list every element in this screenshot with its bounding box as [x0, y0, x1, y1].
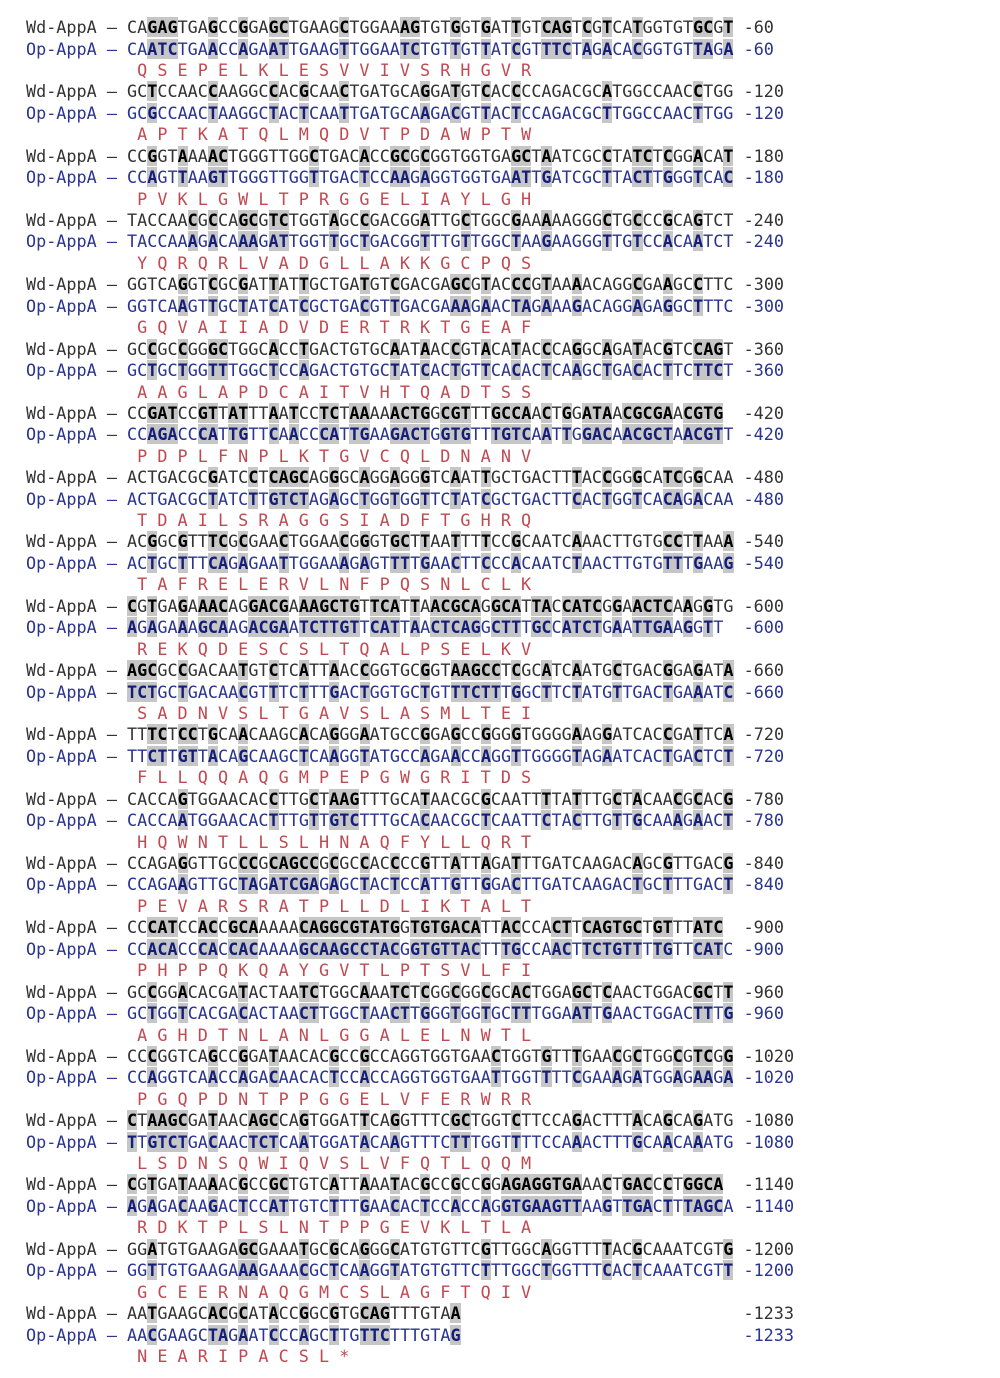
wd-sequence-row: Wd-AppA – ACTGACGCGATCCTCAGCAGGGCAGGAGGGTCAATTGCTGACTTTACCGGGCATCGGCAA -480: [26, 467, 784, 488]
op-sequence-row: Op-AppA – CCAGGTCAACCAGACAACACTCCACCAGGTGGTGAATTGGTTTTCGAAAGATGGAGAAGA -1020: [26, 1067, 795, 1088]
amino-acid-translation: A A G L A P D C A I T V H T Q A D T S S: [26, 381, 532, 402]
amino-acid-translation: A P T K A T Q L M Q D V T P D A W P T W: [26, 124, 532, 145]
amino-acid-translation: L S D N S Q W I Q V S L V F Q T L Q Q M: [26, 1153, 532, 1174]
op-sequence-row: Op-AppA – AACGAAGCTAGAATCCCAGCTTGTTCTTTGTAG -1233: [26, 1324, 794, 1345]
wd-sequence-row: Wd-AppA – CCAGAGGTTGCCCGCAGCCGCGCCACCCCGTTATTAGATTTGATCAAGACAGCGTTGACG -840: [26, 852, 784, 873]
amino-acid-translation: P H P P Q K Q A Y G V T L P T S V L F I: [26, 960, 532, 981]
amino-acid-translation: R D K T P L S L N T P P G E V K L T L A: [26, 1217, 532, 1238]
op-sequence-row: Op-AppA – GCTGCTGGTTTGGCTCCAGACTGTGCTATCACTGTTCACACTCAAGCTGACACTTCTTCT -360: [26, 360, 785, 380]
op-sequence-row: Op-AppA – CCACACCCACCACAAAAGCAAGCCTACGGTGTTACTTTGCCAACTTCTGTTTTGTTCATC -900: [26, 938, 784, 959]
amino-acid-translation: R E K Q D E S C S L T Q A L P S E L K V: [26, 638, 532, 659]
amino-acid-translation: P G Q P D N T P P G G E L V F E R W R R: [26, 1088, 532, 1109]
amino-acid-translation: T A F R E L E R V L N F P Q S N L C L K: [26, 574, 532, 595]
amino-acid-translation: G C E E R N A Q G M C S L A G F T Q I V: [26, 1281, 532, 1302]
op-sequence-row: Op-AppA – AGAGAAAGCAAGACGAATCTTGTTCATTAACTCAGGCTTTGCCATCTGAATTGAAGGTT -600: [26, 617, 784, 638]
wd-sequence-row: Wd-AppA – CAGAGTGAGCCGGAGCTGAAGCTGGAAAGTGTGGTGATTGTCAGTCGTCATGGTGTGCGT -60: [26, 17, 774, 37]
amino-acid-translation: A G H D T N L A N L G G A L E L N W T L: [26, 1024, 532, 1045]
wd-sequence-row: Wd-AppA – CCGGTAAAACTGGGTTGGCTGACACCGCGCGGTGGTGAGCTAATCGCCTATCTCGGACAT -180: [26, 145, 784, 166]
op-sequence-row: Op-AppA – GCGCCAACTAAGGCTACTCAATTGATGCAAGACGTTACTCCAGACGCTTGGCCAACTTGG -120: [26, 102, 784, 123]
op-sequence-row: Op-AppA – CAATCTGAACCAGAATTGAAGTTGGAATCTGTTGTTATCGTTTCTAGACACGGTGTTAGA -60: [26, 38, 774, 59]
op-sequence-row: Op-AppA – TACCAAAGACAAAGATTGGTTGCTGACGGTTTGTTGGCTAAGAAGGGTTGTCCACAATCT -240: [26, 231, 784, 252]
wd-sequence-row: Wd-AppA – GGATGTGAAGAGCGAAATGCGCAGGGCATGTGTTCGTTGGCAGGTTTTACGCAAATCGTG -1200: [26, 1238, 795, 1259]
op-sequence-row: Op-AppA – CCAGAAGTTGCTAGATCGAGAGCTACTCCATTGTTGGACTTGATCAAGACTGCTTTGACT -840: [26, 874, 784, 895]
wd-sequence-row: Wd-AppA – CGTGATAAAACGCCGCTGTCATTAAATACGCCGCCGGAGAGGTGAAACTGACCCTGGCA -1140: [26, 1174, 795, 1195]
amino-acid-translation: H Q W N T L L S L H N A Q F Y L L Q R T: [26, 831, 532, 852]
op-sequence-row: Op-AppA – GGTCAAGTTGCTATCATCGCTGACGTTGACGAAAGAACTAGAAAGACAGGAGAGGCTTTC -300: [26, 295, 785, 316]
amino-acid-translation: T D A I L S R A G G S I A D F T G H R Q: [26, 510, 532, 531]
op-sequence-row: Op-AppA – GCTGGTCACGACACTAACTTGGCTAACTTGGGTGGTGCTTTGGAATTGAACTGGACTTTG -960: [26, 1003, 785, 1023]
op-sequence-row: Op-AppA – ACTGCTTTCAGAGAATTGGAAAGAGTTTTGAACTTCCCACAATCTAACTTGTGTTTGAAG -540: [26, 552, 785, 573]
wd-sequence-row: Wd-AppA – CACCAGTGGAACACCTTGCTAAGTTTGCATAACGCGCAATTTTATTTGCTACAACGCACG -780: [26, 788, 784, 809]
amino-acid-translation: P D P L F N P L K T G V C Q L D N A N V: [26, 445, 532, 466]
wd-sequence-row: Wd-AppA – TTTCTCCTGCAACAAGCACAGGGAATGCCGGAGCCGGGGTGGGGAAGGATCACCGATTCA -720: [26, 724, 785, 745]
amino-acid-translation: F L L Q Q A Q G M P E P G W G R I T D S: [26, 767, 532, 788]
amino-acid-translation: G Q V A I I A D V D E R T R K T G E A F: [26, 317, 532, 338]
amino-acid-translation: Q S E P E L K L E S V V I V S R H G V R: [26, 60, 532, 80]
wd-sequence-row: Wd-AppA – GCCGCCGGGCTGGCACCTGACTGTGCAATAACCGTACATACCCAGGCAGATACGTCCAGT -360: [26, 338, 785, 359]
op-sequence-row: Op-AppA – CCAGTTAAGTTGGGTTGGTTGACTCCAAGAGGTGGTGAATTGATCGCTTACTTGGGTCAC -180: [26, 167, 784, 188]
wd-sequence-row: Wd-AppA – GCTCCAACCAAGGCCACGCAACTGATGCAGGATGTCACCCCAGACGCATGGCCAACCTGG -120: [26, 81, 784, 102]
wd-sequence-row: Wd-AppA – AGCGCCGACAATGTCTCATTAACCGGTGCGGTAAGCCTCGCATCAATGCTGACGGAGATA -660: [26, 660, 785, 680]
op-sequence-row: Op-AppA – TTCTTGTTACAGCAAGCTCAAGGTATGCCAGAACCAGGTTGGGGTAGAATCACTGACTCT -720: [26, 745, 785, 766]
op-sequence-row: Op-AppA – TTGTCTGACAACTCTCAATGGATACAAGTTTCTTTGGTTTTCCAAACTTTGCAACAAATG -1080: [26, 1131, 795, 1152]
op-sequence-row: Op-AppA – AGAGACAAGACTCCATTGTCTTTGAACACTCCACCAGGTGAAGTTAAGTTGACTTTAGCA -1140: [26, 1195, 795, 1216]
op-sequence-row: Op-AppA – CCAGACCCATTGTTCAACCCATTGAAGACTGGTGTTTGTCAATTGGACAACGCTAACGTT -420: [26, 424, 784, 445]
op-sequence-row: Op-AppA – TCTGCTGACAACGTTTCTTTGACTGGTGCTGTTTCTTTGGCTTCTATGTTGACTGAAATC -660: [26, 681, 785, 702]
wd-sequence-row: Wd-AppA – CTAAGCGATAACAGCCAGTGGATTCAGGTTTCGCTGGTCTTCCAGACTTTACAGCAGATG -1080: [26, 1110, 795, 1131]
wd-sequence-row: Wd-AppA – AATGAAGCACGCATACCGGCGTGCAGTTTGTAA -1233: [26, 1303, 794, 1323]
amino-acid-translation: N E A R I P A C S L *: [26, 1346, 350, 1366]
op-sequence-row: Op-AppA – ACTGACGCTATCTTGTCTAGAGCTGGTGGTTCTATCGCTGACTTCACTGGTCACAGACAA -480: [26, 488, 784, 509]
wd-sequence-row: Wd-AppA – GCCGGACACGATACTAATCTGGCAAATCTCGGCGGCGCACTGGAGCTCAACTGGACGCTT -960: [26, 981, 785, 1002]
wd-sequence-row: Wd-AppA – GGTCAGGTCGCGATTATTGCTGATGTCGACGAGCGTACCCGTAAAACAGGCGAAGCCTTC -300: [26, 274, 785, 295]
amino-acid-translation: Y Q R Q R L V A D G L L A K K G C P Q S: [26, 252, 532, 273]
wd-sequence-row: Wd-AppA – CCGATCCGTTATTTAATCCTCTAAAAACTGGCGTTTGCCAACTGGATAACGCGAACGTG -420: [26, 402, 784, 423]
wd-sequence-row: Wd-AppA – ACGGCGTTTCGCGAACTGGAACGGGTGCTTAATTTTCCGCAATCAAACTTGTGCCTTAAA -540: [26, 531, 785, 552]
op-sequence-row: Op-AppA – CACCAATGGAACACTTTGTTGTCTTTGCACAACGCTCAATTCTACTTGTTGCAAAGAACT -780: [26, 810, 784, 831]
wd-sequence-row: Wd-AppA – CGTGAGAAACAGGACGAAAGCTGTTCATTAACGCAGGCATTACCATCGGAACTCAAGGTG -600: [26, 595, 784, 616]
amino-acid-translation: P V K L G W L T P R G G E L I A Y L G H: [26, 188, 532, 209]
amino-acid-translation: P E V A R S R A T P L L D L I K T A L T: [26, 895, 532, 916]
wd-sequence-row: Wd-AppA – CCCGGTCAGCCGGATAACACGCCGCCAGGTGGTGAACTGGTGTTTGAACGCTGGCGTCGG -1020: [26, 1045, 795, 1066]
wd-sequence-row: Wd-AppA – CCCATCCACCGCAAAAACAGGCGTATGGTGTGACATTACCCACTTCAGTGCTGTTTATC -900: [26, 917, 784, 938]
amino-acid-translation: S A D N V S L T G A V S L A S M L T E I: [26, 703, 532, 723]
op-sequence-row: Op-AppA – GGTTGTGAAGAAAGAAACGCTCAAGGTATGTGTTCTTTGGCTGGTTTCACTCAAATCGTT -1200: [26, 1260, 795, 1281]
wd-sequence-row: Wd-AppA – TACCAACGCCAGCGTCTGGTAGCCGACGGATTGCTGGCGAAAAAGGGCTGCCCGCAGTCT -240: [26, 209, 784, 230]
